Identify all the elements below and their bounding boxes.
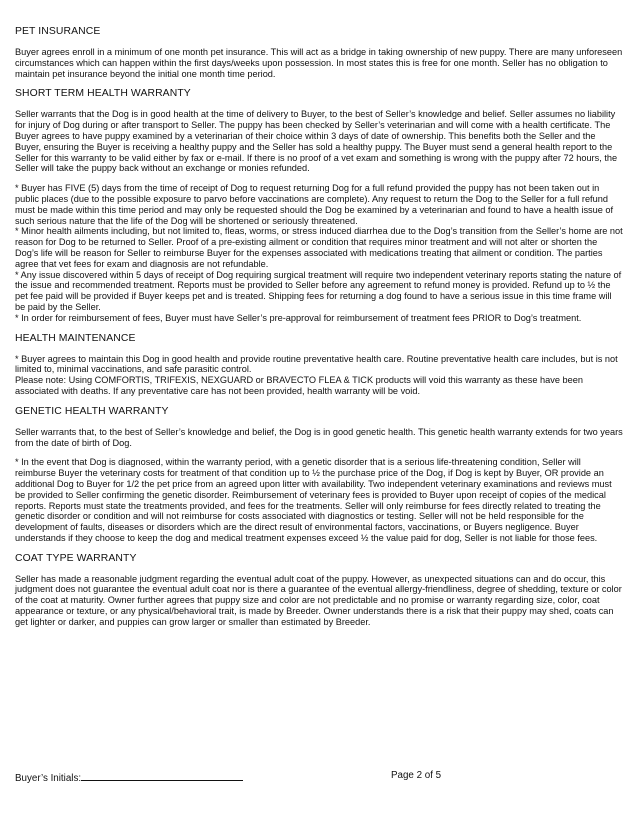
health-maintenance-line-1: * Buyer agrees to maintain this Dog in good health and provide routine preventative health care. Routine preventative health care includes, but is not limited to, minimal vaccinations, and safe parasitic control. [15,353,618,375]
genetic-detail: * In the event that Dog is diagnosed, within the warranty period, with a genetic disorder that is a serious life-threatening condition, Seller will reimburse Buyer the veterinary costs for treatment of that condition up to ½ the purchase price of the Dog, if Dog is kept by Buyer, OR provide an additional Dog to Buyer for 1/2 the pet price from an agreed upon litter with availability. Two independent veterinary examinations and reviews must be provided to Seller confirming the genetic disorder. Reimbursement of veterinary fees is provided to Buyer upon receipt of copies of the medical reports. Reports must state the treatments provided, and fees for the treatments. Seller will only reimburse for fees directly related to treating the genetic disorder or condition and will not reimburse for costs associated with diagnostics or testing. Seller will not be held responsible for the development of faults, diseases or disorders which are the direct result of environmental factors, vaccinations, or Buyers negligence. Buyer understands if they choose to keep the dog and medical treatment expenses exceed ½ the value paid for dog, Seller is not liable for those fees. [15,457,612,543]
coat-text: Seller has made a reasonable judgment regarding the eventual adult coat of the puppy. However, as unexpected situations can and do occur, this judgment does not guarantee the eventual adult coat nor is there a guarantee of the eventual allergy-friendliness, degree of shedding, texture or color of the coat at maturity. Owner further agrees that puppy size and color are not predictable and no promise or warranty regarding size, color, coat appearance or texture, or any physical/behavioral trait, is made by Breeder. Owner understands there is a risk that their puppy may shed, coats can get lighter or darker, and puppies can grow larger or smaller than estimated by Breeder. [15,573,622,627]
coat-heading: COAT TYPE WARRANTY [15,552,137,564]
short-term-bullet-2: * Minor health ailments including, but not limited to, fleas, worms, or stress induced diarrhea due to the Dog’s transition from the Seller’s home are not reason for Dog to be returned to Seller. Proof of a pre-existing ailment or condition that requires minor treatment and will not alter or shorten the Dog’s life will be reason for Seller to reimburse Buyer for the expenses associated with medications treating that ailment or condition. The parties agree that vet fees for exam and diagnosis are not refundable. [15,226,623,269]
page-number: Page 2 of 5 [391,770,442,781]
short-term-intro: Seller warrants that the Dog is in good health at the time of delivery to Buyer, to the best of Seller’s knowledge and belief. Seller assumes no liability for injury of Dog during or after transport to Seller. The puppy has been checked by Seller’s veterinarian and will come with a health certificate. The Buyer agrees to have puppy examined by a veterinarian of their choice within 3 days of date of ownership. This benefits both the Seller and the Buyer, ensuring the Buyer is receiving a healthy puppy and the Seller has sold a healthy puppy. The Buyer must send a general health report to the Seller for this warranty to be valid either by fax or e-mail. If there is no proof of a vet exam and something is wrong with the puppy after 72 hours, the Seller will take the puppy back without an exchange or monies refunded. [15,109,618,174]
short-term-heading: SHORT TERM HEALTH WARRANTY [15,88,191,100]
short-term-bullet-1: * Buyer has FIVE (5) days from the time of receipt of Dog to request returning Dog for a full refund provided the puppy has not been taken out in public places (due to the possible exposure to parvo before vaccinations are complete). Any request to return the Dog to the Seller for a full refund must be made within this time period and may only be requested should the Dog be examined by a veterinarian and found to have a health issue of such serious nature that the life of the Dog will be shortened or seriously threatened. [15,183,614,226]
health-maintenance-line-2: Please note: Using COMFORTIS, TRIFEXIS, NEXGUARD or BRAVECTO FLEA & TICK products will void this warranty as these have been associated with deaths. If any preventative care has not been provided, health warranty will be void. [15,375,583,396]
pet-insurance-text: Buyer agrees enroll in a minimum of one month pet insurance. This will act as a bridge in taking ownership of new puppy. There are many unforeseen circumstances which can happen within the first days/weeks upon possession. In most states this is free for one month. Seller has no obligation to maintain pet insurance beyond the initial one month time period. [15,47,623,79]
short-term-bullet-3: * Any issue discovered within 5 days of receipt of Dog requiring surgical treatment will require two independent veterinary reports stating the nature of the issue and recommended treatment. Reports must be provided to Seller before any agreement to refund money is provided. Refund up to ½ the pet fee paid will be provided if Buyer keeps pet and is treated. Shipping fees for returning a dog found to have a serious issue in this time frame will be paid by the Seller. [15,269,622,312]
page-footer [15,770,623,785]
genetic-intro: Seller warrants that, to the best of Seller’s knowledge and belief, the Dog is in good genetic health. This genetic health warranty extends for two years from the date of birth of Dog. [15,426,623,448]
buyer-initials-label: Buyer’s Initials: [15,773,82,784]
health-maintenance-heading: HEALTH MAINTENANCE [15,332,136,344]
buyer-initials-line[interactable] [81,770,243,781]
short-term-bullet-4: * In order for reimbursement of fees, Buyer must have Seller’s pre-approval for reimbursement of treatment fees PRIOR to Dog’s treatment. [15,312,582,323]
pet-insurance-heading: PET INSURANCE [15,26,101,37]
genetic-heading: GENETIC HEALTH WARRANTY [15,405,169,417]
